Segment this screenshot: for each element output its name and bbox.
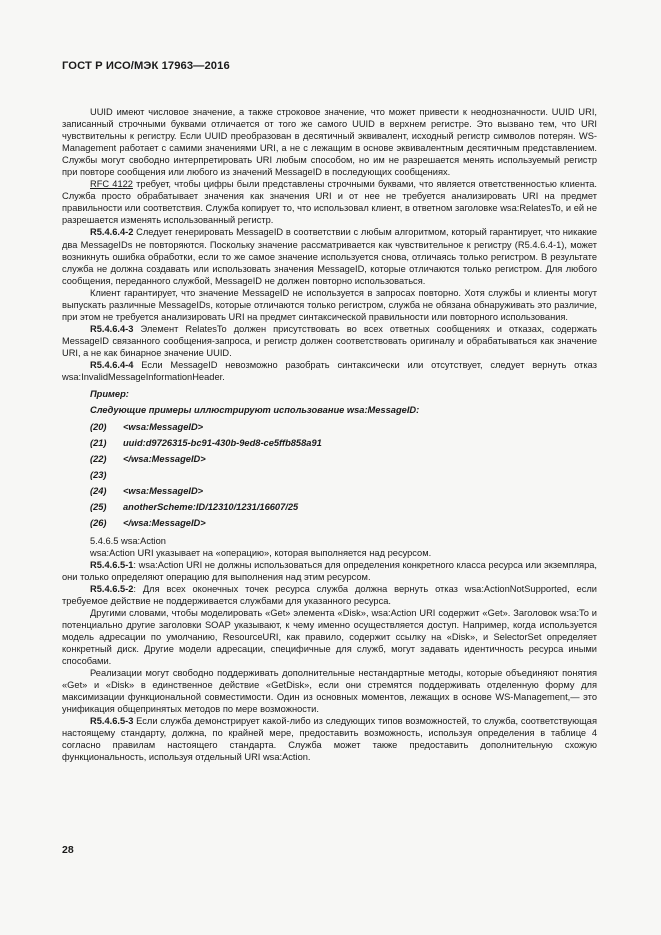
line-number: (26) — [90, 517, 107, 528]
paragraph-r54642 — [62, 226, 597, 286]
page-header: ГОСТ Р ИСО/МЭК 17963—2016 — [62, 60, 230, 72]
code-text: anotherScheme:ID/12310/1231/16607/25 — [123, 501, 299, 512]
code-line — [90, 501, 597, 513]
code-line — [90, 469, 597, 481]
requirement-label: R5.4.6.5-3 — [90, 716, 134, 727]
code-line — [90, 437, 597, 449]
code-text: </wsa:MessageID> — [123, 453, 206, 464]
code-text: <wsa:MessageID> — [123, 485, 204, 496]
paragraph-text: : wsa:Action URI не должны использоваться для определения конкретного класса ресурса или экземпляра, они только определяют операцию для выполнения над этим ресурсом. — [62, 559, 597, 582]
paragraph-text: : Для всех оконечных точек ресурса служба должна вернуть отказ wsa:ActionNotSupported, если требуемое действие не поддерживается службами для указанного ресурса. — [62, 583, 597, 606]
code-text: <wsa:MessageID> — [123, 422, 204, 433]
paragraph-rfc-text: требует, чтобы цифры были представлены строчными буквами, что является ответственностью клиента. Служба просто обрабатывает значения как значения URI и от нее не требуется анализировать URI на предмет правильности или соответствия. Служба копирует то, что использовал клиент, в ответном заголовке wsa:RelatesTo, и ей не разрешается изменять использованный регистр. — [62, 179, 597, 226]
paragraph-action-uri: wsa:Action URI указывает на «операцию», которая выполняется над ресурсом. — [90, 547, 432, 558]
rfc-link[interactable]: RFC 4122 — [90, 179, 133, 190]
requirement-label: R5.4.6.5-1 — [90, 559, 134, 570]
example-intro: Следующие примеры иллюстрируют использование wsa:MessageID: — [90, 405, 420, 416]
paragraph-rfc — [62, 178, 597, 226]
paragraph-r54652 — [62, 583, 597, 607]
paragraph-get-disk: Другими словами, чтобы моделировать «Get» элемента «Disk», wsa:Action URI содержит «Get». Заголовок wsa:To и потенциально другие заголовки SOAP указывают, к чему именно осуществляется доступ. Например, когда используется модель адресации по умолчанию, ResourceURI, как правило, содержит ссылку на «Disk», и SelectorSet определяет конкретный диск. Другие модели адресации, специфичные для служб, могут задавать идентичность ресурса иными способами. — [62, 607, 597, 667]
line-number: (22) — [90, 453, 107, 464]
paragraph-r54653 — [62, 715, 597, 763]
line-number: (24) — [90, 485, 107, 496]
paragraph-text: Если MessageID невозможно разобрать синтаксически или отсутствует, следует вернуть отказ wsa:InvalidMessageInformationHeader. — [62, 359, 597, 383]
paragraph-r54644 — [62, 359, 597, 383]
example-code — [62, 421, 597, 529]
section-heading: 5.4.6.5 wsa:Action — [90, 535, 166, 546]
code-text: </wsa:MessageID> — [123, 517, 206, 528]
code-line — [90, 517, 597, 529]
code-line — [90, 453, 597, 465]
line-number: (20) — [90, 422, 107, 433]
paragraph-text: Элемент RelatesTo должен присутствовать во всех ответных сообщениях и отказах, содержать MessageID связанного сообщения-запроса, и регистр должен соответствовать оригиналу и обрабатываться как значение URI, а не как бинарное значение UUID. — [62, 323, 597, 358]
paragraph-text: Если служба демонстрирует какой-либо из следующих типов возможностей, то служба, соответствующая настоящему стандарту, должна, по крайней мере, предоставить возможность, используя определения в таблице 4 согласно правилам настоящего стандарта. Служба может также предоставить дополнительную схожую функциональность, используя отдельный URI wsa:Action. — [62, 716, 597, 763]
line-number: (25) — [90, 501, 107, 512]
requirement-label: R5.4.6.5-2 — [90, 583, 134, 594]
code-text: uuid:d9726315-bc91-430b-9ed8-ce5ffb858a91 — [123, 438, 322, 448]
code-line — [90, 421, 597, 433]
code-line — [90, 485, 597, 497]
paragraph-text: Следует генерировать MessageID в соответствии с любым алгоритмом, который гарантирует, что никакие два MessageIDs не повторяются. Поскольку значение рассматривается как чувствительное к регистру (R5.4.6.4-1), может возникнуть ошибка обработки, если то же самое значение используется снова, отличаясь только регистром. В результате служба не должна создавать или использовать значения MessageID, которые отличаются только регистром. Для любого сообщения, переданного службой, MessageID не должен повторно использоваться. — [62, 227, 597, 286]
paragraph-r54643 — [62, 323, 597, 359]
page-number: 28 — [62, 844, 74, 856]
paragraph-implementations: Реализации могут свободно поддерживать дополнительные нестандартные методы, которые объединяют понятия «Get» и «Disk» в единственное действие «GetDisk», если они стремятся поддерживать отделенную форму для максимизации функциональной совместимости. Один из основных моментов, лежащих в основе WS-Management,— это унификация общепринятых методов по мере возможности. — [62, 668, 597, 715]
requirement-label: R5.4.6.4-3 — [90, 323, 134, 334]
requirement-label: R5.4.6.4-2 — [90, 227, 134, 238]
document-body — [62, 106, 597, 764]
requirement-label: R5.4.6.4-4 — [90, 359, 134, 370]
example-title: Пример: — [90, 389, 129, 400]
paragraph-uuid: UUID имеют числовое значение, а также строковое значение, что может привести к неоднозначности. UUID URI, записанный строчными буквами отличается от того же самого UUID в верхнем регистре. Это вызвано тем, что URI чувствительны к регистру. Если UUID преобразован в десятичный эквивалент, исходный регистр символов потерян. WS-Management работает с самими значениями URI, а не с лежащим в основе эквивалентным десятичным представлением. Службы могут свободно интерпретировать URI любым способом, но им не разрешается менять используемый регистр при повторе сообщения или любого из значений MessageID в последующих сообщениях. — [62, 107, 597, 178]
paragraph-r54651 — [62, 559, 597, 583]
line-number: (23) — [90, 469, 107, 480]
line-number: (21) — [90, 438, 107, 448]
paragraph-client: Клиент гарантирует, что значение MessageID не используется в запросах повторно. Хотя службы и клиенты могут выпускать различные MessageIDs, которые отличаются только регистром, служба не обязана обнаруживать это различие, при этом не требуется анализировать URI на предмет синтаксической правильности или повторного использования. — [62, 287, 597, 322]
